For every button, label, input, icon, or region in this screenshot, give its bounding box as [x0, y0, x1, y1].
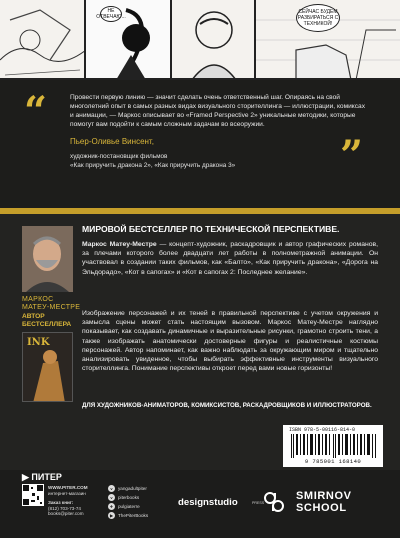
- author-portrait-image: [22, 226, 73, 292]
- previous-book-title: INK: [27, 337, 50, 348]
- comic-drawing-1: [0, 0, 86, 80]
- author-badge: [22, 313, 71, 328]
- close-quote-icon: ”: [340, 132, 364, 179]
- order-email[interactable]: books@piter.com: [48, 511, 84, 517]
- author-badge-line-2: БЕСТСЕЛЛЕРА: [22, 320, 72, 328]
- speech-bubble-1: НЕ ОТВЕЧАЮ...: [96, 8, 126, 20]
- comic-panel-2: [86, 0, 172, 80]
- website-url[interactable]: WWW.PITER.COM: [48, 485, 88, 490]
- social-telegram[interactable]: [108, 503, 140, 510]
- comic-panel-3: [172, 0, 256, 80]
- book-description: Изображение персонажей и их теней в правильной перспективе с учетом окружения и замысла сцены может стать настоящим вызовом. Маркос Матеу-Местре наглядно показывает, как создавать динамичные и выразительные рисунки, грамотно строить тени, а также изображать анатомически достоверные фигуры и реалистичные костюмы персонажей. Автор напоминает, как важно наблюдать за окружающим миром и тщательно анализировать увиденное, чтобы выбирать эффективные инструменты визуального сторителлинга. Понимание перспективы откроет перед вами новые горизонты!: [82, 310, 378, 373]
- quote-role-line-2: «Как приручить дракона 2», «Как приручить дракона 3»: [70, 162, 236, 169]
- telegram-icon: ✈: [109, 504, 114, 509]
- author-name: [22, 296, 80, 312]
- vk-icon: v: [108, 485, 115, 492]
- social-youtube[interactable]: [108, 512, 148, 519]
- comic-strip: [0, 0, 400, 80]
- order-contacts: [48, 500, 84, 517]
- youtube-icon: ▶: [109, 513, 114, 518]
- isbn-text: ISBN 978-5-00116-814-0: [289, 427, 356, 433]
- order-phone: (812) 703-73-74: [48, 505, 81, 511]
- bio-text: — концепт-художник, раскадровщик и автор графических романов, за плечами которого более двадцати лет работы в полнометражной анимации. Он участвовал в создании таких фильмов, как «Балто», «Как приручить дракона», «Дорога на Эльдорадо», «Кот в сапогах» и «Кот в сапогах 2: Последнее желание».: [82, 241, 379, 276]
- author-name-line-2: МАТЕУ-МЕСТРЕ: [22, 304, 81, 311]
- quote-author-role: [70, 152, 290, 170]
- order-label: Заказ книг:: [48, 500, 74, 505]
- website[interactable]: [48, 485, 88, 497]
- author-name-line-1: МАРКОС: [22, 296, 54, 303]
- author-bio: [82, 240, 378, 277]
- quote-text: Провести первую линию — значит сделать очень ответственный шаг. Опираясь на свой многолетний опыт в самых разных видах визуального сторителлинга — иллюстрации, комиксах и анимации, — Маркос описывает во «Framed Perspective 2» уникальные методики, которые помогут вам подойти к самым сложным задачам во всеоружии.: [70, 94, 366, 128]
- quote-role-line-1: художник-постановщик фильмов: [70, 153, 168, 160]
- publisher-logo: ▶ ПИТЕР: [22, 472, 62, 482]
- social-vk-2[interactable]: [108, 494, 139, 501]
- bio-lead: Маркос Матеу-Местре: [82, 241, 157, 248]
- previous-book-cover: [22, 332, 73, 402]
- headline: МИРОВОЙ БЕСТСЕЛЛЕР ПО ТЕХНИЧЕСКОЙ ПЕРСПЕКТИВЕ.: [82, 224, 340, 234]
- vk-icon: v: [108, 494, 115, 501]
- publisher-name: ПИТЕР: [31, 472, 62, 482]
- smirnov-line-2: SCHOOL: [296, 502, 347, 514]
- speech-bubble-2: СЕЙЧАС БУДЕМ РАЗБИРАТЬСЯ С ТЕХНИКОЙ!: [296, 4, 340, 32]
- website-subtitle: интернет-магазин: [48, 491, 86, 496]
- qr-code: [22, 484, 44, 506]
- target-audience: ДЛЯ ХУДОЖНИКОВ-АНИМАТОРОВ, КОМИКСИСТОВ, РАСКАДРОВЩИКОВ И ИЛЛЮСТРАТОРОВ.: [82, 402, 372, 409]
- designstudio-press: PRESS: [252, 501, 265, 505]
- author-photo: [22, 226, 73, 292]
- smirnov-school-logo: [296, 490, 352, 514]
- social-vk-2-label: piterbooks: [118, 495, 140, 500]
- smirnov-line-1: SMIRNOV: [296, 490, 352, 502]
- quote-author: Пьер-Оливье Винсент,: [70, 137, 154, 146]
- barcode: [283, 425, 383, 467]
- author-badge-line-1: АВТОР: [22, 313, 45, 320]
- designstudio-mark-icon: [262, 490, 286, 514]
- comic-panel-1: [0, 0, 86, 80]
- comic-drawing-3: [172, 0, 256, 80]
- social-telegram-label: pulgiaterre: [118, 504, 140, 509]
- barcode-number: 9 785001 168140: [304, 458, 362, 465]
- social-vk-label: yangadultpiter: [118, 486, 147, 491]
- barcode-bars: [291, 434, 377, 458]
- comic-panel-4: [256, 0, 400, 80]
- designstudio-logo: designstudio: [178, 497, 238, 508]
- social-vk[interactable]: [108, 485, 147, 492]
- open-quote-icon: “: [24, 88, 48, 135]
- qr-pattern: [22, 484, 44, 506]
- social-youtube-label: ThePiterBooks: [118, 513, 149, 518]
